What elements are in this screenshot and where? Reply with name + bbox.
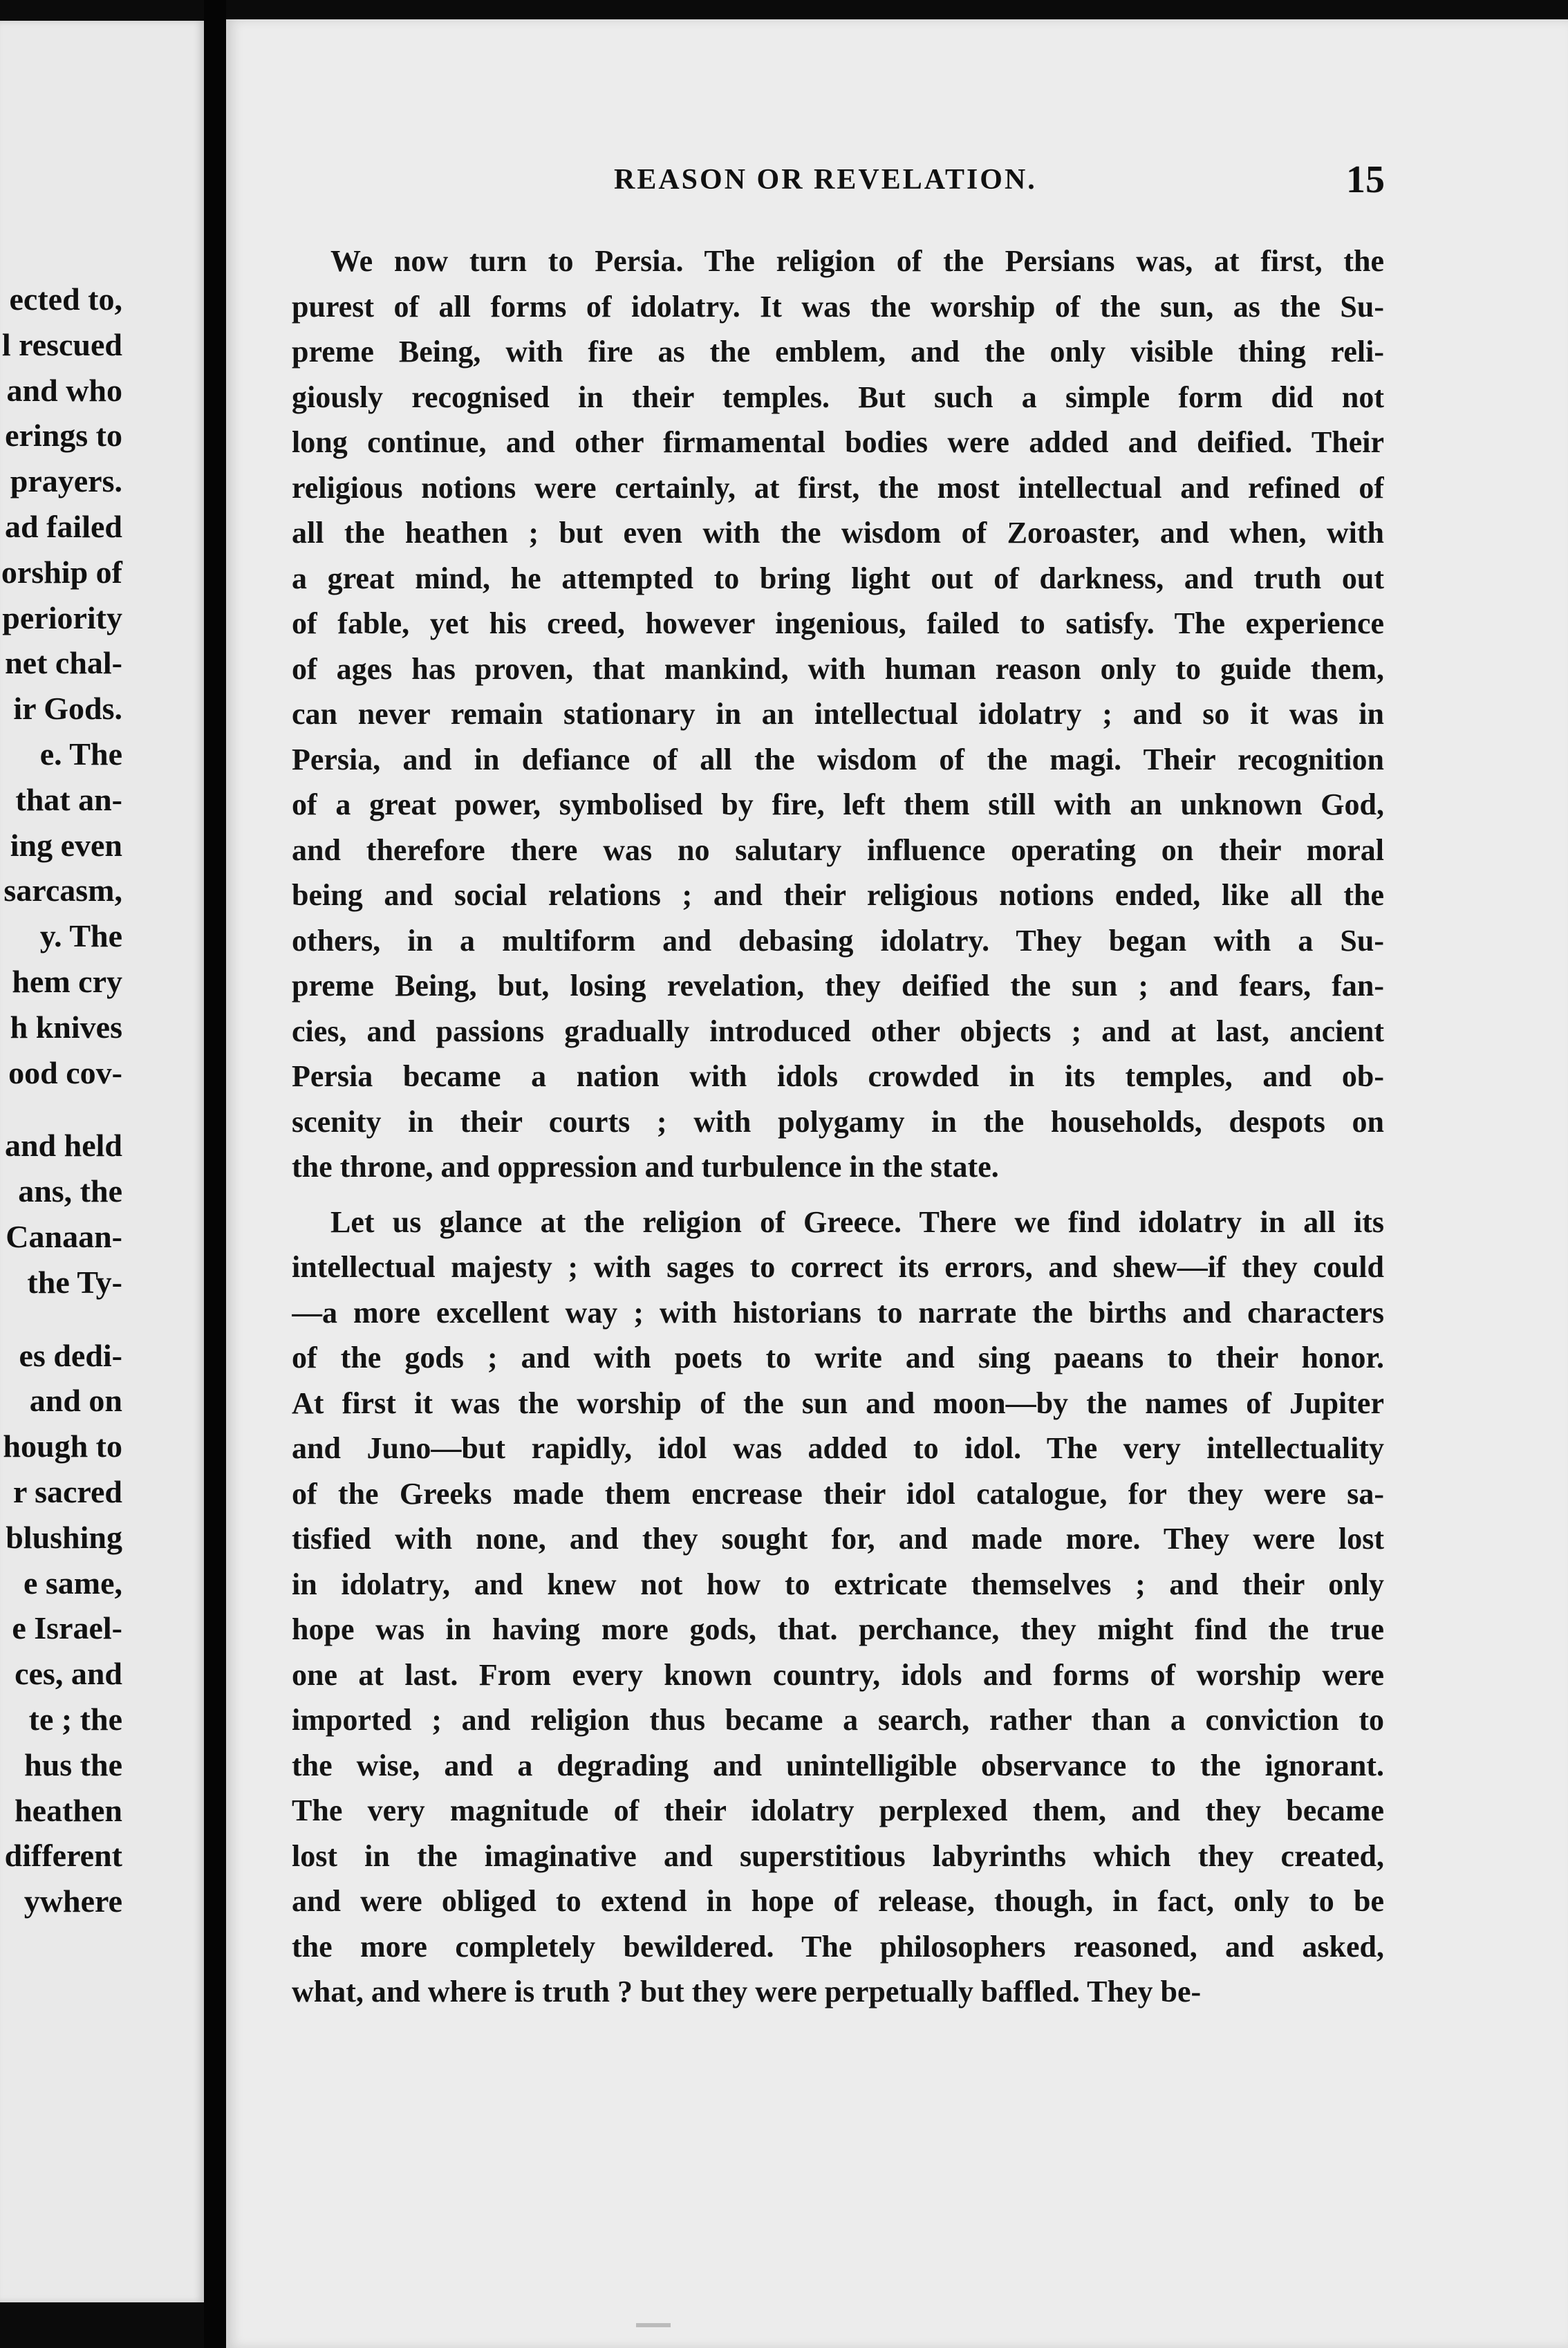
facing-page-line: e same, [23,1565,122,1601]
text-line: all the heathen ; but even with the wisdom of Zoroaster, and when, with [292,516,1384,550]
text-line: Persia became a nation with idols crowded in its temples, and ob- [292,1059,1384,1093]
facing-page-line: erings to [5,418,122,454]
facing-page-line: prayers. [10,463,122,499]
page-number: 15 [1346,158,1385,201]
text-line: Let us glance at the religion of Greece. There we find idolatry in all its [330,1204,1384,1239]
facing-page-line: te ; the [28,1701,122,1737]
facing-page-line: orship of [1,554,122,590]
text-line: hope was in having more gods, that. perchance, they might find the true [292,1612,1384,1646]
text-line: a great mind, he attempted to bring light out of darkness, and truth out [292,561,1384,595]
text-line: of the gods ; and with poets to write and sing paeans to their honor. [292,1341,1384,1375]
text-line: giously recognised in their temples. But such a simple form did not [292,380,1384,414]
text-line: others, in a multiform and debasing idolatry. They began with a Su- [292,923,1384,958]
text-line: and therefore there was no salutary influence operating on their moral [292,832,1384,867]
text-line: of the Greeks made them encrease their idol catalogue, for they were sa- [292,1476,1384,1511]
facing-page-line: hus the [24,1746,122,1782]
facing-page-line [0,1095,204,1123]
facing-page-line: h knives [10,1009,122,1045]
facing-page-left [0,21,204,2302]
facing-page-line: l rescued [1,326,122,362]
facing-page-line: e Israel- [12,1610,122,1646]
text-line: the more completely bewildered. The philosophers reasoned, and asked, [292,1929,1384,1964]
text-line: the throne, and oppression and turbulence in the state. [292,1150,999,1184]
facing-page-line: e. The [39,736,122,772]
facing-page-line: and held [4,1128,122,1164]
text-line: tisfied with none, and they sought for, and made more. They were lost [292,1522,1384,1556]
facing-page-line: ces, and [15,1656,122,1692]
text-line: what, and where is truth ? but they were perpetually baffled. They be- [292,1975,1202,2009]
page-header [368,158,1385,212]
facing-page-line: and on [29,1383,122,1419]
facing-page-line: and who [6,372,122,408]
facing-page-line: r sacred [13,1473,122,1509]
scan-artifact [636,2323,671,2327]
facing-page-line: hem cry [12,963,122,999]
facing-page-line: the Ty- [27,1264,122,1300]
facing-page-line: y. The [39,918,122,954]
body-text [292,239,1384,2015]
text-line: At first it was the worship of the sun and moon—by the names of Jupiter [292,1386,1384,1420]
running-title: REASON OR REVELATION. [614,164,1037,196]
facing-page-line [0,1305,204,1333]
facing-page-line: that an- [15,781,122,817]
text-line: being and social relations ; and their religious notions ended, like all the [292,878,1384,912]
text-line: imported ; and religion thus became a search, rather than a conviction to [292,1703,1384,1737]
text-line: the wise, and a degrading and unintelligible observance to the ignorant. [292,1748,1384,1782]
text-line: purest of all forms of idolatry. It was the worship of the sun, as the Su- [292,289,1384,324]
facing-page-text [0,277,204,1924]
text-line: can never remain stationary in an intellectual idolatry ; and so it was in [292,697,1384,731]
text-line: religious notions were certainly, at first, the most intellectual and refined of [292,470,1384,505]
facing-page-line: net chal- [5,645,122,681]
text-line: We now turn to Persia. The religion of the Persians was, at first, the [330,244,1384,278]
text-line: cies, and passions gradually introduced other objects ; and at last, ancient [292,1014,1384,1048]
paragraph [292,1200,1384,2015]
facing-page-line: es dedi- [19,1337,122,1373]
text-line: of a great power, symbolised by fire, left them still with an unknown God, [292,788,1384,821]
text-line: The very magnitude of their idolatry perplexed them, and they became [292,1793,1384,1827]
text-line: and were obliged to extend in hope of release, though, in fact, only to be [292,1884,1384,1918]
facing-page-line: ected to, [9,281,122,317]
text-line: scenity in their courts ; with polygamy in the households, despots on [292,1104,1384,1139]
facing-page-line: blushing [6,1519,122,1555]
paragraph-gap [292,1190,1384,1200]
text-line: long continue, and other firmamental bodies were added and deified. Their [292,425,1384,459]
text-line: Persia, and in defiance of all the wisdom of the magi. Their recognition [292,742,1384,776]
text-line: intellectual majesty ; with sages to correct its errors, and shew—if they could [292,1250,1384,1284]
facing-page-line: ad failed [5,508,122,544]
facing-page-line: different [4,1838,122,1874]
text-line: of fable, yet his creed, however ingenious, failed to satisfy. The experience [292,606,1384,640]
text-line: —a more excellent way ; with historians to narrate the births and characters [292,1295,1384,1330]
facing-page-line: periority [2,599,122,635]
facing-page-line: sarcasm, [3,873,122,909]
facing-page-line: ood cov- [8,1054,122,1090]
facing-page-line: ans, the [18,1173,122,1209]
facing-page-line: ir Gods. [13,691,122,727]
facing-page-line: hough to [3,1428,122,1464]
text-line: and Juno—but rapidly, idol was added to idol. The very intellectuality [292,1431,1384,1465]
text-line: in idolatry, and knew not how to extricate themselves ; and their only [292,1567,1384,1601]
facing-page-line: ing even [10,827,122,863]
text-line: of ages has proven, that mankind, with human reason only to guide them, [292,651,1384,686]
facing-page-line: ywhere [24,1883,122,1919]
text-line: lost in the imaginative and superstitious labyrinths which they created, [292,1838,1384,1873]
facing-page-line: heathen [15,1792,122,1828]
text-line: one at last. From every known country, idols and forms of worship were [292,1657,1384,1692]
paragraph [292,239,1384,1190]
text-line: preme Being, with fire as the emblem, and the only visible thing reli- [292,335,1384,369]
facing-page-line: Canaan- [6,1218,122,1254]
text-line: preme Being, but, losing revelation, they deified the sun ; and fears, fan- [292,969,1384,1003]
book-gutter [204,0,226,2348]
